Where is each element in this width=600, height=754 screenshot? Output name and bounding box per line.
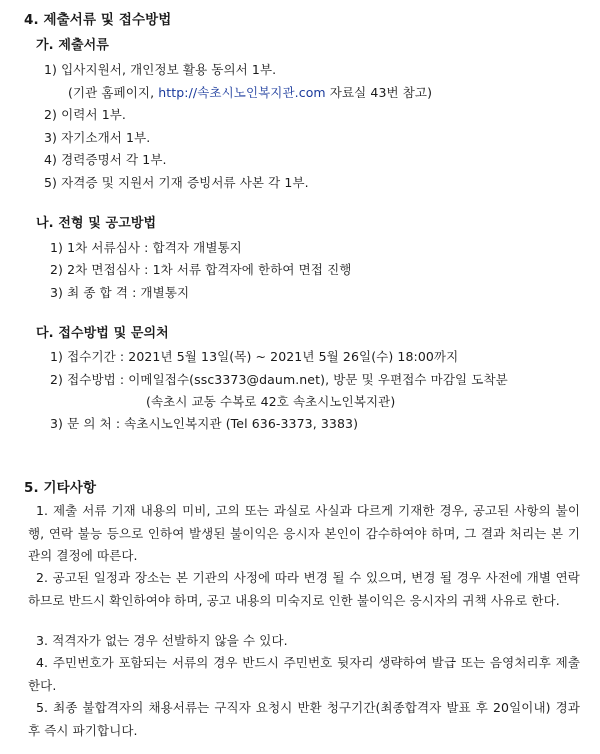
ga-item-1-note-suffix: 자료실 43번 참고) [325, 85, 433, 100]
subsection-da-title: 다. 접수방법 및 문의처 [36, 326, 169, 341]
ga-item-4: 4) 경력증명서 각 1부. [44, 152, 167, 167]
da-item-2-address: (속초시 교동 수복로 42호 속초시노인복지관) [146, 394, 396, 409]
na-item-3: 3) 최 종 합 격 : 개별통지 [50, 285, 190, 300]
homepage-link[interactable]: http://속초시노인복지관.com [158, 85, 326, 100]
subsection-ga-title: 가. 제출서류 [36, 38, 109, 53]
ga-item-1: 1) 입사지원서, 개인정보 활용 동의서 1부. [44, 62, 277, 77]
ga-item-3: 3) 자기소개서 1부. [44, 130, 151, 145]
ga-item-5: 5) 자격증 및 지원서 기재 증빙서류 사본 각 1부. [44, 175, 309, 190]
na-item-1: 1) 1차 서류심사 : 합격자 개별통지 [50, 240, 242, 255]
section-5-title: 5. 기타사항 [24, 480, 97, 496]
note-paragraph-3: 3. 적격자가 없는 경우 선발하지 않을 수 있다. [36, 633, 288, 648]
ga-item-1-note-prefix: (기관 홈페이지, [68, 85, 159, 100]
section-4-title: 4. 제출서류 및 접수방법 [24, 12, 172, 28]
da-item-1: 1) 접수기간 : 2021년 5월 13일(목) ~ 2021년 5월 26일(수) 18:00까지 [50, 349, 459, 364]
na-item-2: 2) 2차 면접심사 : 1차 서류 합격자에 한하여 면접 진행 [50, 262, 352, 277]
ga-item-1-note [68, 85, 432, 101]
da-item-2: 2) 접수방법 : 이메일접수(ssc3373@daum.net), 방문 및 우편접수 마감일 도착분 [50, 372, 508, 387]
note-paragraph-5: 5. 최종 불합격자의 채용서류는 구직자 요청시 반환 청구기간(최종합격자 발표 후 20일이내) 경과 후 즉시 파기합니다. [28, 700, 580, 738]
ga-item-2: 2) 이력서 1부. [44, 107, 127, 122]
note-paragraph-1: 1. 제출 서류 기재 내용의 미비, 고의 또는 과실로 사실과 다르게 기재한 경우, 공고된 사항의 불이행, 연락 불능 등으로 인하여 발생된 불이익은 응시자 본인이 감수하여야 하며, 그 결과 처리는 본 기관의 결정에 따른다. [28, 503, 580, 563]
subsection-na-title: 나. 전형 및 공고방법 [36, 216, 157, 231]
note-paragraph-2: 2. 공고된 일정과 장소는 본 기관의 사정에 따라 변경 될 수 있으며, 변경 될 경우 사전에 개별 연락하므로 반드시 확인하여야 하며, 공고 내용의 미숙지로 인한 불이익은 응시자의 귀책 사유로 한다. [28, 570, 580, 608]
note-paragraph-4: 4. 주민번호가 포함되는 서류의 경우 반드시 주민번호 뒷자리 생략하여 발급 또는 음영처리후 제출한다. [28, 655, 580, 693]
da-item-3: 3) 문 의 처 : 속초시노인복지관 (Tel 636-3373, 3383) [50, 416, 359, 431]
